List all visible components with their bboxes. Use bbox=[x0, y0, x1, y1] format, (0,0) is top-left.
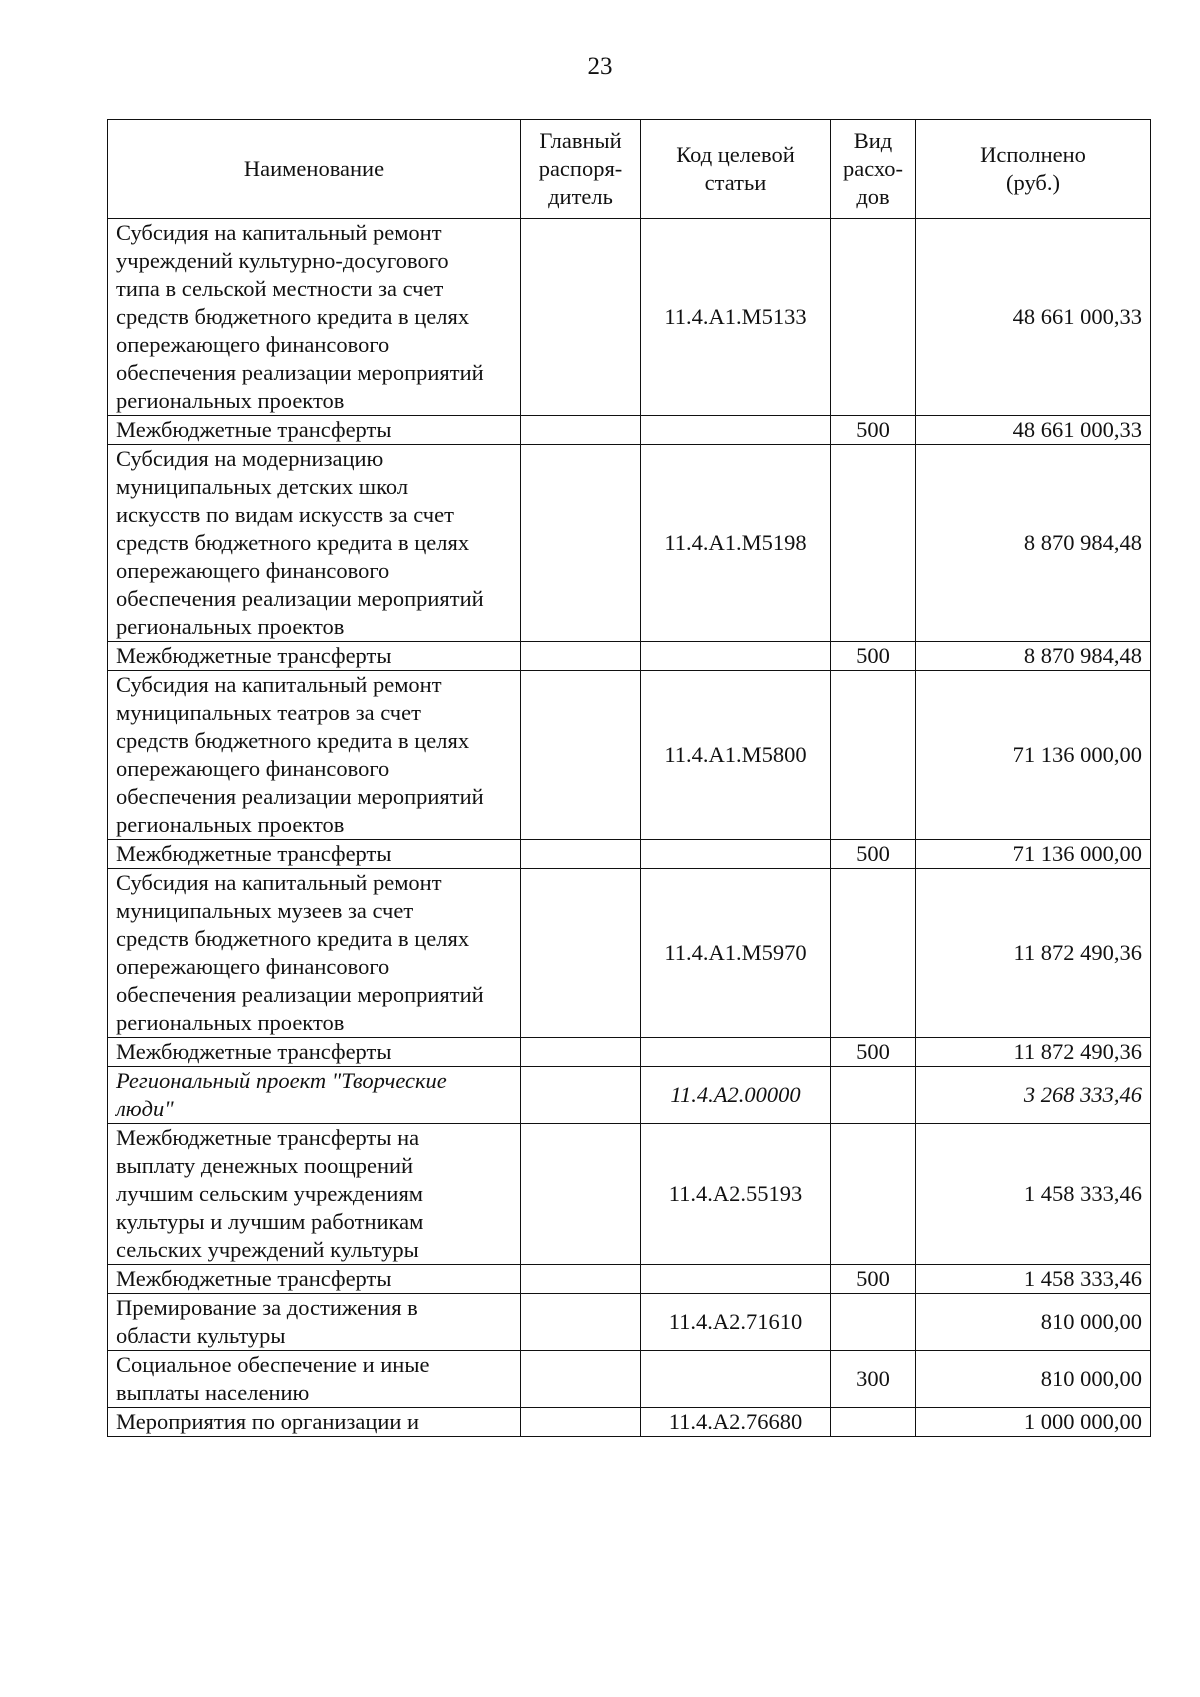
table-row bbox=[108, 1038, 1151, 1067]
header-code-line: статьи bbox=[704, 170, 767, 195]
cell-type: 500 bbox=[831, 642, 916, 671]
cell-type bbox=[831, 1067, 916, 1124]
header-manager-line: дитель bbox=[548, 184, 613, 209]
cell-name bbox=[108, 869, 521, 1038]
cell-name-line: Межбюджетные трансферты bbox=[116, 643, 392, 668]
cell-manager bbox=[521, 1351, 641, 1408]
table-row bbox=[108, 869, 1151, 1038]
header-type-line: Вид bbox=[853, 128, 893, 153]
cell-name-line: обеспечения реализации мероприятий bbox=[116, 360, 484, 385]
cell-manager bbox=[521, 1294, 641, 1351]
cell-name-line: люди" bbox=[116, 1096, 174, 1121]
cell-code: 11.4.А2.71610 bbox=[641, 1294, 831, 1351]
table-row bbox=[108, 642, 1151, 671]
table-row bbox=[108, 1408, 1151, 1437]
cell-name-line: искусств по видам искусств за счет bbox=[116, 502, 454, 527]
cell-name-line: опережающего финансового bbox=[116, 954, 390, 979]
cell-manager bbox=[521, 1408, 641, 1437]
cell-name-line: Субсидия на модернизацию bbox=[116, 446, 384, 471]
cell-name-line: муниципальных детских школ bbox=[116, 474, 409, 499]
header-amount bbox=[916, 120, 1151, 219]
cell-amount: 8 870 984,48 bbox=[916, 445, 1151, 642]
cell-name-line: муниципальных музеев за счет bbox=[116, 898, 414, 923]
cell-code bbox=[641, 1351, 831, 1408]
cell-code: 11.4.А1.М5198 bbox=[641, 445, 831, 642]
cell-amount: 1 458 333,46 bbox=[916, 1124, 1151, 1265]
cell-manager bbox=[521, 219, 641, 416]
cell-amount: 8 870 984,48 bbox=[916, 642, 1151, 671]
cell-name-line: региональных проектов bbox=[116, 812, 345, 837]
cell-name bbox=[108, 1408, 521, 1437]
cell-type bbox=[831, 869, 916, 1038]
budget-table bbox=[107, 119, 1151, 1437]
cell-type bbox=[831, 671, 916, 840]
cell-name bbox=[108, 671, 521, 840]
cell-amount: 71 136 000,00 bbox=[916, 840, 1151, 869]
cell-amount: 810 000,00 bbox=[916, 1294, 1151, 1351]
cell-code: 11.4.А1.М5970 bbox=[641, 869, 831, 1038]
cell-manager bbox=[521, 840, 641, 869]
cell-manager bbox=[521, 1124, 641, 1265]
cell-name bbox=[108, 840, 521, 869]
cell-name-line: обеспечения реализации мероприятий bbox=[116, 982, 484, 1007]
cell-name-line: средств бюджетного кредита в целях bbox=[116, 728, 470, 753]
cell-amount: 71 136 000,00 bbox=[916, 671, 1151, 840]
cell-name-line: сельских учреждений культуры bbox=[116, 1237, 419, 1262]
header-amount-line: (руб.) bbox=[1006, 170, 1060, 195]
cell-code: 11.4.А2.55193 bbox=[641, 1124, 831, 1265]
cell-amount: 1 000 000,00 bbox=[916, 1408, 1151, 1437]
cell-code: 11.4.А2.00000 bbox=[641, 1067, 831, 1124]
cell-amount: 11 872 490,36 bbox=[916, 1038, 1151, 1067]
cell-name-line: типа в сельской местности за счет bbox=[116, 276, 444, 301]
table-row bbox=[108, 1294, 1151, 1351]
cell-amount: 11 872 490,36 bbox=[916, 869, 1151, 1038]
cell-name-line: обеспечения реализации мероприятий bbox=[116, 586, 484, 611]
header-manager bbox=[521, 120, 641, 219]
header-code-line: Код целевой bbox=[676, 142, 795, 167]
cell-name-line: выплату денежных поощрений bbox=[116, 1153, 414, 1178]
cell-manager bbox=[521, 1038, 641, 1067]
cell-name-line: региональных проектов bbox=[116, 388, 345, 413]
cell-name bbox=[108, 1351, 521, 1408]
cell-type: 500 bbox=[831, 416, 916, 445]
table-row bbox=[108, 671, 1151, 840]
table-row bbox=[108, 1124, 1151, 1265]
cell-manager bbox=[521, 869, 641, 1038]
cell-name-line: Межбюджетные трансферты на bbox=[116, 1125, 420, 1150]
cell-amount: 48 661 000,33 bbox=[916, 416, 1151, 445]
cell-name-line: обеспечения реализации мероприятий bbox=[116, 784, 484, 809]
cell-name-line: опережающего финансового bbox=[116, 756, 390, 781]
cell-code bbox=[641, 840, 831, 869]
cell-name-line: Межбюджетные трансферты bbox=[116, 841, 392, 866]
cell-code: 11.4.А1.М5800 bbox=[641, 671, 831, 840]
cell-code: 11.4.А2.76680 bbox=[641, 1408, 831, 1437]
cell-name-line: Мероприятия по организации и bbox=[116, 1409, 420, 1434]
cell-amount: 810 000,00 bbox=[916, 1351, 1151, 1408]
header-type-line: дов bbox=[856, 184, 890, 209]
cell-name-line: Премирование за достижения в bbox=[116, 1295, 418, 1320]
cell-name-line: Субсидия на капитальный ремонт bbox=[116, 870, 442, 895]
cell-name-line: Социальное обеспечение и иные bbox=[116, 1352, 430, 1377]
cell-name-line: культуры и лучшим работникам bbox=[116, 1209, 424, 1234]
cell-type bbox=[831, 1294, 916, 1351]
cell-code bbox=[641, 1265, 831, 1294]
cell-amount: 3 268 333,46 bbox=[916, 1067, 1151, 1124]
cell-name bbox=[108, 1124, 521, 1265]
table-header-row bbox=[108, 120, 1151, 219]
table-row bbox=[108, 840, 1151, 869]
table-body bbox=[108, 219, 1151, 1437]
cell-name-line: опережающего финансового bbox=[116, 558, 390, 583]
cell-type bbox=[831, 1124, 916, 1265]
cell-name-line: муниципальных театров за счет bbox=[116, 700, 421, 725]
cell-name-line: области культуры bbox=[116, 1323, 286, 1348]
cell-name-line: Межбюджетные трансферты bbox=[116, 417, 392, 442]
cell-name-line: Субсидия на капитальный ремонт bbox=[116, 220, 442, 245]
table-row bbox=[108, 1351, 1151, 1408]
cell-code bbox=[641, 416, 831, 445]
cell-name bbox=[108, 416, 521, 445]
cell-manager bbox=[521, 1067, 641, 1124]
cell-type: 300 bbox=[831, 1351, 916, 1408]
cell-name-line: опережающего финансового bbox=[116, 332, 390, 357]
cell-name bbox=[108, 1265, 521, 1294]
cell-name bbox=[108, 1067, 521, 1124]
table-row bbox=[108, 1265, 1151, 1294]
cell-name bbox=[108, 1038, 521, 1067]
cell-name bbox=[108, 642, 521, 671]
cell-name-line: Межбюджетные трансферты bbox=[116, 1266, 392, 1291]
cell-type bbox=[831, 219, 916, 416]
cell-manager bbox=[521, 416, 641, 445]
header-name bbox=[108, 120, 521, 219]
cell-name bbox=[108, 219, 521, 416]
cell-name-line: Региональный проект "Творческие bbox=[116, 1068, 447, 1093]
cell-name bbox=[108, 1294, 521, 1351]
cell-type bbox=[831, 445, 916, 642]
cell-name-line: региональных проектов bbox=[116, 1010, 345, 1035]
cell-code bbox=[641, 642, 831, 671]
cell-code bbox=[641, 1038, 831, 1067]
table-row bbox=[108, 416, 1151, 445]
header-amount-line: Исполнено bbox=[980, 142, 1086, 167]
cell-name-line: средств бюджетного кредита в целях bbox=[116, 304, 470, 329]
cell-amount: 1 458 333,46 bbox=[916, 1265, 1151, 1294]
cell-type: 500 bbox=[831, 840, 916, 869]
header-manager-line: распоря- bbox=[538, 156, 623, 181]
header-manager-line: Главный bbox=[539, 128, 622, 153]
cell-manager bbox=[521, 445, 641, 642]
table-row bbox=[108, 1067, 1151, 1124]
cell-name-line: средств бюджетного кредита в целях bbox=[116, 926, 470, 951]
cell-type: 500 bbox=[831, 1265, 916, 1294]
header-code bbox=[641, 120, 831, 219]
cell-name-line: средств бюджетного кредита в целях bbox=[116, 530, 470, 555]
table-row bbox=[108, 219, 1151, 416]
cell-code: 11.4.А1.М5133 bbox=[641, 219, 831, 416]
cell-manager bbox=[521, 1265, 641, 1294]
cell-type bbox=[831, 1408, 916, 1437]
cell-amount: 48 661 000,33 bbox=[916, 219, 1151, 416]
header-type-line: расхо- bbox=[842, 156, 904, 181]
cell-name-line: выплаты населению bbox=[116, 1380, 310, 1405]
header-type bbox=[831, 120, 916, 219]
cell-name bbox=[108, 445, 521, 642]
cell-name-line: лучшим сельским учреждениям bbox=[116, 1181, 424, 1206]
table-row bbox=[108, 445, 1151, 642]
page-number: 23 bbox=[587, 53, 613, 80]
cell-name-line: Субсидия на капитальный ремонт bbox=[116, 672, 442, 697]
cell-name-line: Межбюджетные трансферты bbox=[116, 1039, 392, 1064]
cell-name-line: учреждений культурно-досугового bbox=[116, 248, 449, 273]
cell-manager bbox=[521, 671, 641, 840]
cell-manager bbox=[521, 642, 641, 671]
cell-name-line: региональных проектов bbox=[116, 614, 345, 639]
header-name-text: Наименование bbox=[243, 156, 385, 181]
cell-type: 500 bbox=[831, 1038, 916, 1067]
